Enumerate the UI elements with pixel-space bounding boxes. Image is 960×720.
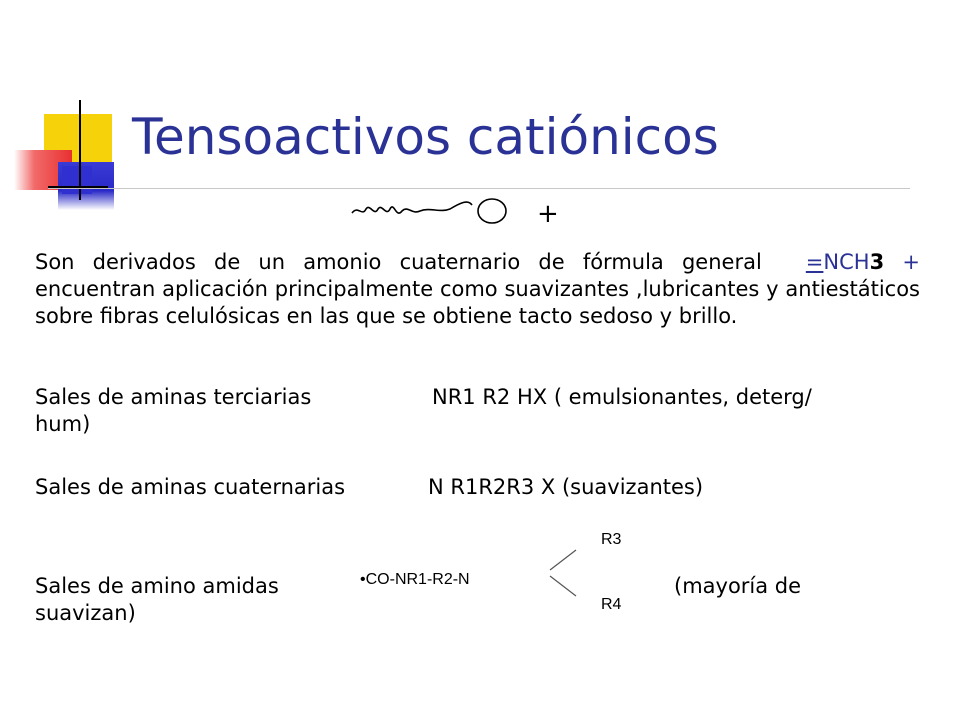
intro-formula (806, 250, 920, 274)
amides-formula: CO-NR1-R2-N (365, 571, 470, 588)
amides-r4: R4 (601, 596, 622, 613)
logo-blue-square-inner (62, 166, 92, 194)
amides-label: Sales de amino amidas (35, 574, 279, 598)
formula-equals: = (805, 250, 824, 274)
title-underline-rule (48, 188, 910, 189)
formula-subscript-3: 3 (869, 250, 885, 274)
amides-note: (mayoría de (674, 574, 802, 598)
tertiary-label: Sales de aminas terciarias (35, 385, 312, 409)
amides-r3: R3 (601, 531, 622, 548)
intro-text-after: encuentran aplicación principalmente como suavizantes ,lubricantes y antiestáticos sobre fibras celulósicas en las que se obtiene tacto sedoso y brillo. (35, 277, 920, 328)
amides-formula-bullet: •CO-NR1-R2-N (360, 571, 470, 588)
quaternary-formula: N R1R2R3 X (suavizantes) (428, 475, 704, 499)
intro-paragraph (35, 249, 920, 330)
quaternary-label: Sales de aminas cuaternarias (35, 475, 346, 499)
bond-lines (548, 548, 578, 598)
tertiary-continuation: hum) (35, 412, 91, 436)
plus-mark: + (537, 199, 559, 229)
handwritten-squiggle (350, 195, 510, 235)
logo-vertical-line (79, 100, 81, 200)
intro-text-before: Son derivados de un amonio cuaternario de fórmula general (35, 250, 762, 274)
tertiary-formula: NR1 R2 HX ( emulsionantes, deterg/ (432, 385, 812, 409)
slide-title: Tensoactivos catiónicos (132, 108, 719, 166)
formula-plus: + (884, 250, 920, 274)
formula-nch: NCH (823, 250, 870, 274)
amides-continuation: suavizan) (35, 601, 136, 625)
